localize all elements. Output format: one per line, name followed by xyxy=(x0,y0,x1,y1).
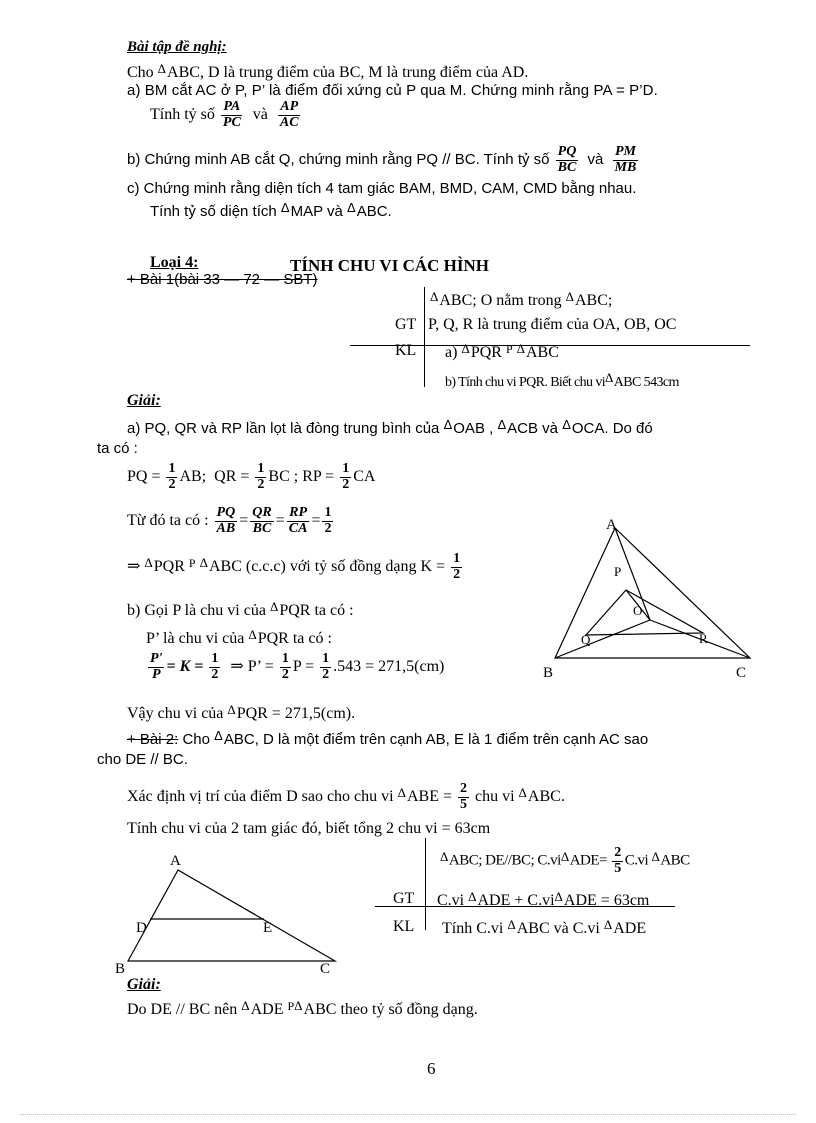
exercise-b: b) Chứng minh AB cắt Q, chứng minh rằng PQ // BC. Tính tỷ số $\frac{PQ}{BC}$ và $\frac{PM}{MB}$ xyxy=(127,144,637,175)
fig2-triangle-abc xyxy=(128,870,335,961)
solution1-ratios: Từ đó ta có : $\frac{PQ}{AB}$ = $\frac{QR}{BC}$ = $\frac{RP}{CA}$ = $\frac{1}{2}$ xyxy=(127,505,332,536)
bai2-line4: Tính chu vi của 2 tam giác đó, biết tổng 2 chu vi = 63cm xyxy=(127,820,491,837)
fig1-label-b: B xyxy=(543,665,554,681)
table2-kl-label: KL xyxy=(393,918,415,935)
solution2-line: Do DE // BC nên $^\Delta$ADE $^{P\Delta}$ABC theo tỷ số đồng dạng. xyxy=(127,998,478,1018)
fig2-label-a: A xyxy=(170,853,181,869)
table1-gt-text: P, Q, R là trung điểm của OA, OB, OC xyxy=(428,316,677,333)
loai-label: Loại 4: xyxy=(150,254,199,271)
table2-gt-label: GT xyxy=(393,890,415,907)
fig1-label-o: O xyxy=(633,603,643,618)
fig1-label-r: R xyxy=(699,631,708,646)
bai1-label: + Bài 1(bài 33 — 72 — SBT) xyxy=(127,271,318,288)
table1-divider xyxy=(424,287,425,387)
solution1-similar: ⇒ $^\Delta$PQR $^P$ $^\Delta$ABC (c.c.c) với tỷ số đồng dạng K = $\frac{1}{2}$ xyxy=(127,551,461,582)
fig1-label-c: C xyxy=(736,665,747,681)
exercise-c: c) Chứng minh rằng diện tích 4 tam giác BAM, BMD, CAM, CMD bằng nhau. xyxy=(127,180,637,197)
table2-gt-text: C.vi $^\Delta ADE + C.vi^\Delta ADE = 63cm$ xyxy=(437,889,650,909)
figure-triangle-ade xyxy=(110,848,350,978)
table2-divider xyxy=(425,838,426,930)
exercise-heading: Bài tập đề nghị: xyxy=(127,39,227,55)
table2-row0: ΔABC; DE//BC; C.viΔADE= $\frac{2}{5}$ C.vi ΔABC xyxy=(440,845,690,876)
solution1-heading: Giải: xyxy=(127,392,161,409)
fig2-label-b: B xyxy=(115,961,126,977)
solution1-b-line2: P’ là chu vi của $^\Delta$PQR ta có : xyxy=(146,627,332,647)
fig1-label-a: A xyxy=(606,517,617,533)
bai2-line1: + Bài 2: Cho ΔABC, D là một điểm trên cạnh AB, E là 1 điểm trên cạnh AC sao xyxy=(127,728,649,748)
solution1-midlines: PQ = $\frac{1}{2}$ AB; QR = $\frac{1}{2}$ BC ; RP = $\frac{1}{2}$ CA xyxy=(127,461,376,492)
table1-kl-a: a) $^\Delta$PQR $^P$ $^\Delta$ABC xyxy=(445,341,559,361)
page-number: 6 xyxy=(427,1059,436,1078)
bai2-line3: Xác định vị trí của điểm D sao cho chu vi $^\Delta$ABE = $\frac{2}{5}$ chu vi $^\Delta$ABC. xyxy=(127,781,565,812)
exercise-c2: Tính tỷ số diện tích ΔMAP và ΔABC. xyxy=(150,200,392,220)
fig1-label-p: P xyxy=(614,564,622,579)
fig2-label-e: E xyxy=(263,920,273,936)
solution1-calc: $\frac{P'}{P}$ = K = $\frac{1}{2}$ ⇒ P’ = $\frac{1}{2}$ P = $\frac{1}{2}$ .543 = 271,5(cm) xyxy=(150,651,445,682)
exercise-a-ratio: Tính tỷ số $\frac{PA}{PC}$ và $\frac{AP}{AC}$ xyxy=(150,99,299,130)
bai2-line2: cho DE // BC. xyxy=(97,751,188,768)
table2-kl-text: Tính C.vi $^\Delta$ABC và C.vi $^\Delta$ADE xyxy=(442,917,647,937)
fig1-label-q: Q xyxy=(581,632,591,647)
solution1-a-line2: ta có : xyxy=(97,440,138,457)
fig2-label-c: C xyxy=(320,961,331,977)
exercise-intro: Cho $^\Delta$ABC, D là trung điểm của BC, M là trung điểm của AD. xyxy=(127,61,529,81)
solution1-b-line: b) Gọi P là chu vi của $^\Delta$PQR ta có : xyxy=(127,599,354,619)
solution1-conclusion: Vậy chu vi của $^\Delta$PQR = 271,5(cm). xyxy=(127,702,356,722)
loai-title: TÍNH CHU VI CÁC HÌNH xyxy=(290,256,489,275)
table1-gt-label: GT xyxy=(395,316,417,333)
table1-kl-label: KL xyxy=(395,342,417,359)
footer-divider xyxy=(20,1114,796,1115)
fig2-label-d: D xyxy=(136,920,147,936)
solution1-a-line1: a) PQ, QR và RP lần lọt là đòng trung bình của ΔOAB , ΔACB và ΔOCA. Do đó xyxy=(127,417,653,437)
table1-row0: $^\Delta$ABC; O nằm trong $^\Delta$ABC; xyxy=(430,289,613,309)
table1-kl-b: b) Tính chu vi PQR. Biết chu viΔABC 543cm xyxy=(445,370,679,390)
solution2-heading: Giải: xyxy=(127,976,161,993)
exercise-a: a) BM cắt AC ở P, P’ là điểm đối xứng củ P qua M. Chứng minh rằng PA = P’D. xyxy=(127,82,658,99)
figure-triangle-pqr xyxy=(538,515,768,685)
